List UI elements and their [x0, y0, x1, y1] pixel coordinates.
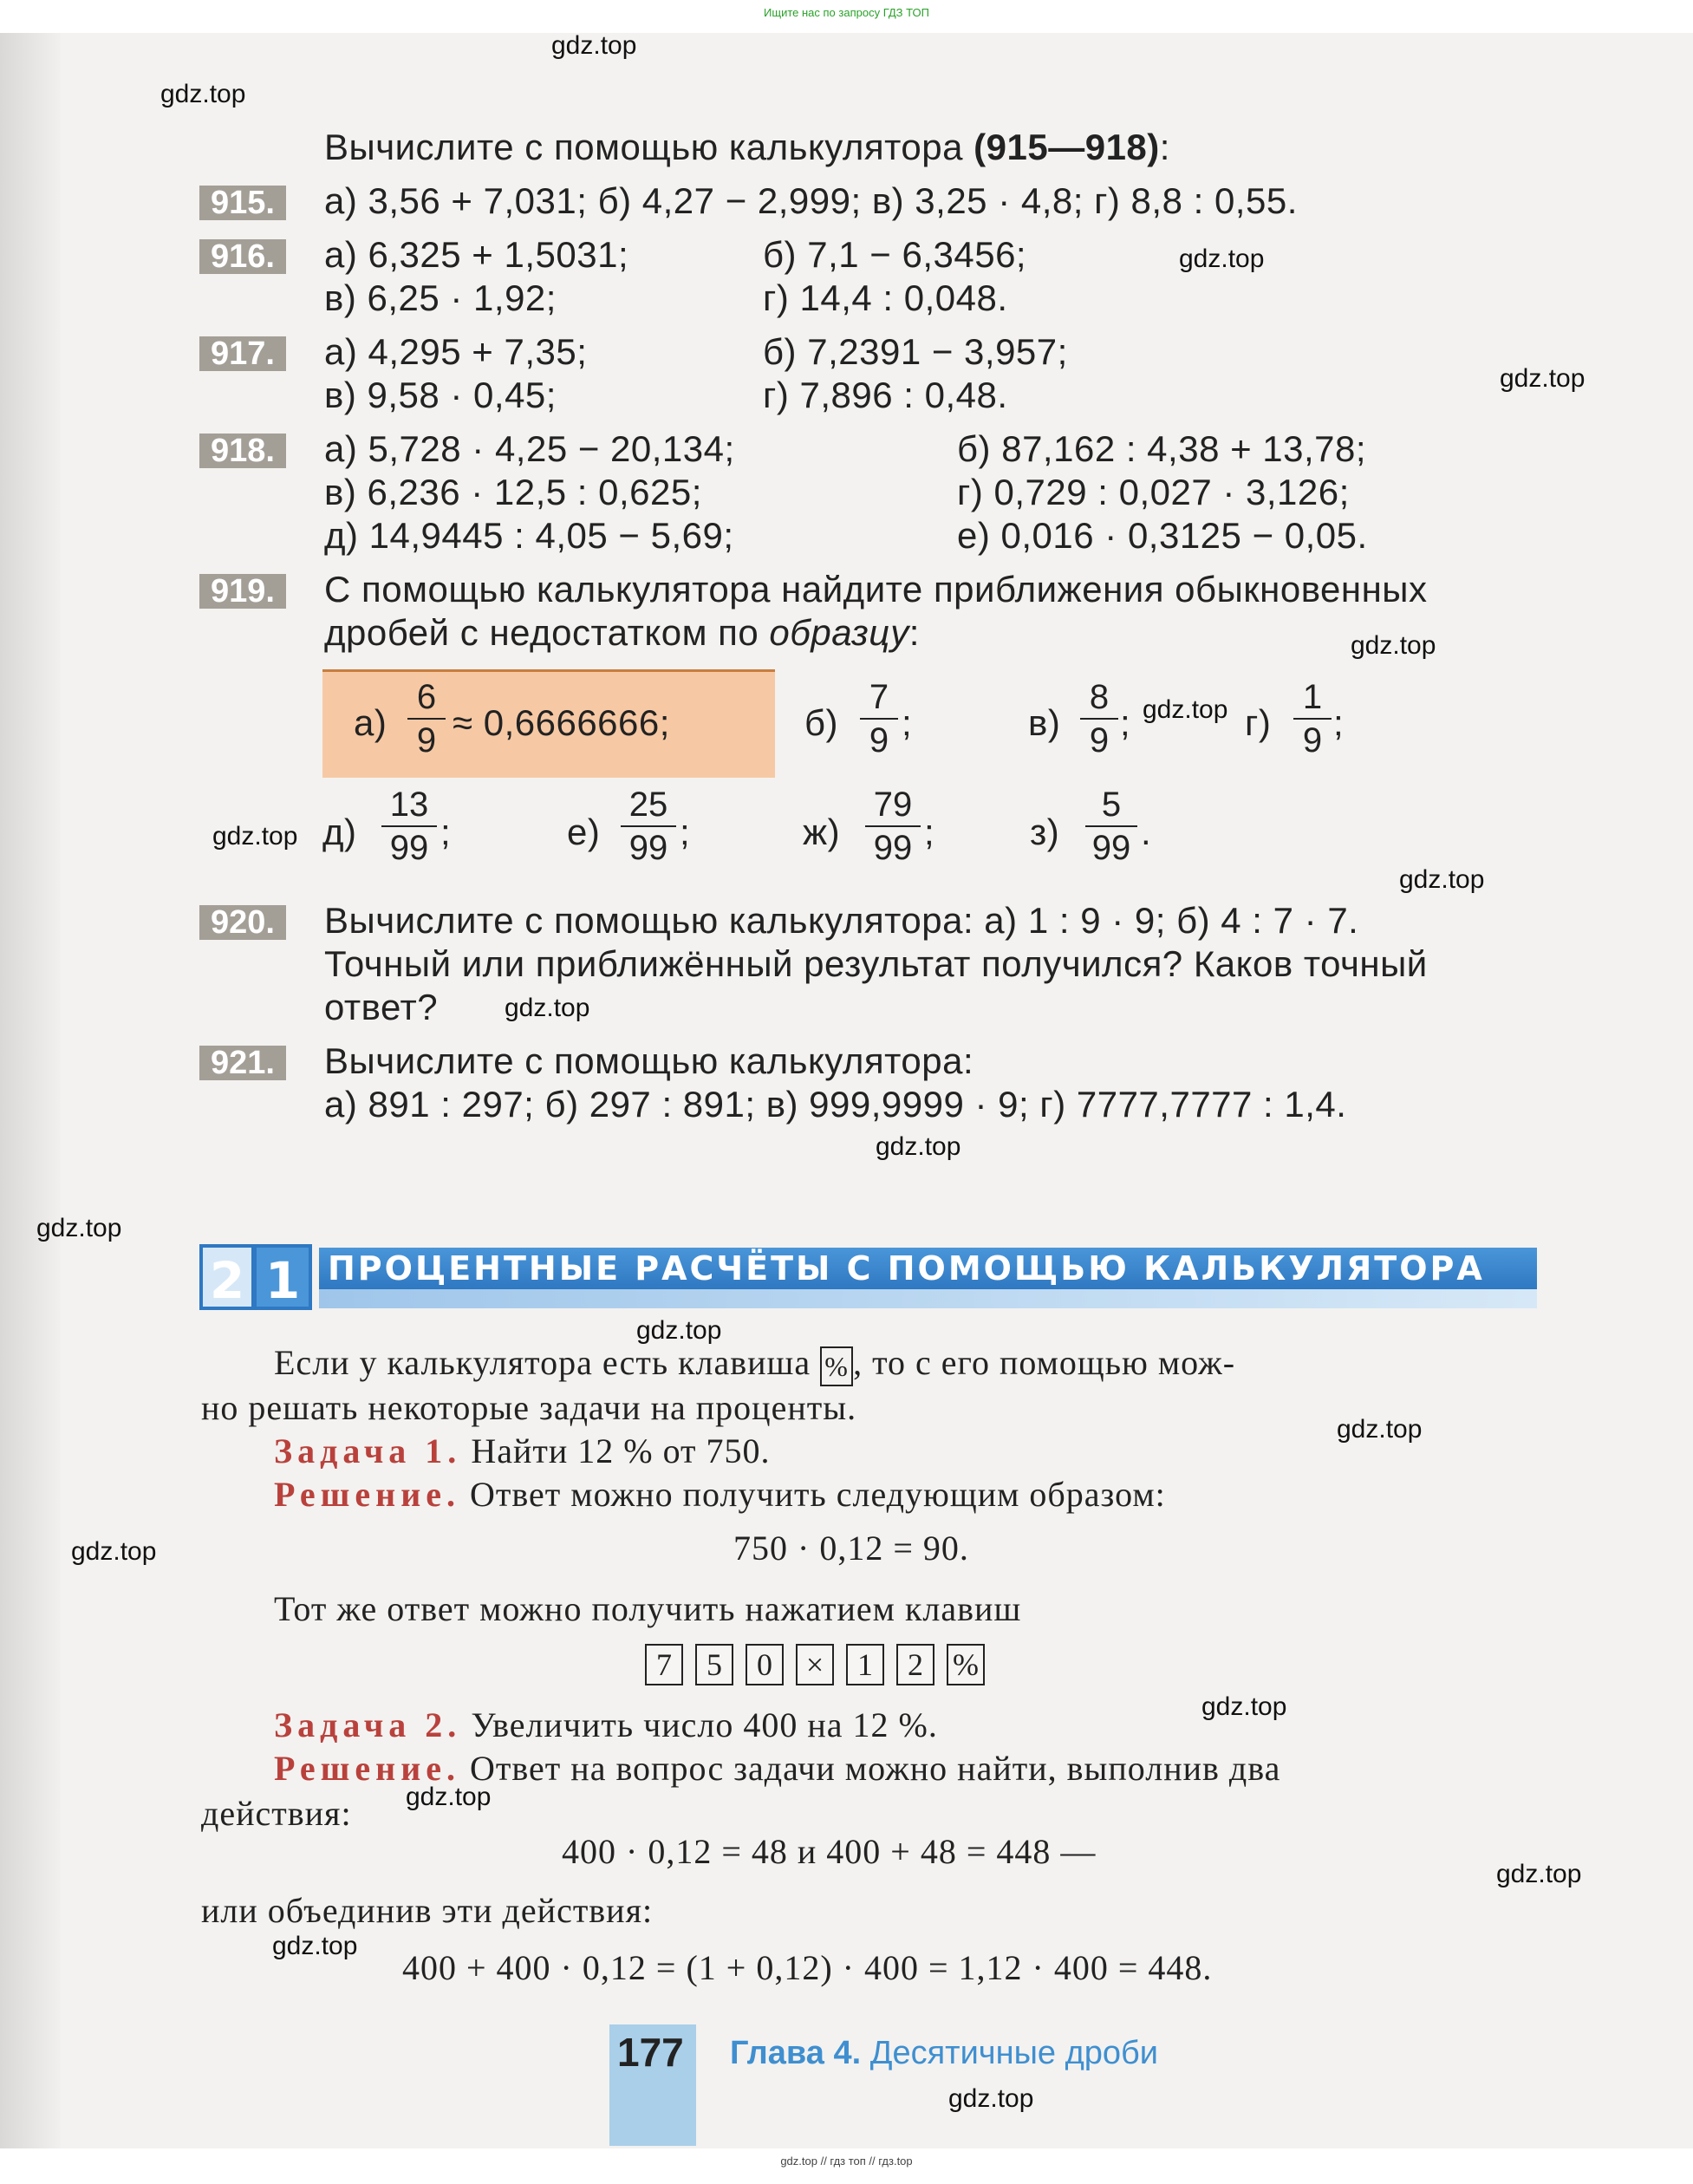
sample-label: а): [354, 702, 387, 743]
item-fraction: [621, 786, 676, 867]
p1-text: Если у калькулятора есть клавиша: [274, 1343, 811, 1382]
item-separator: ;: [902, 702, 913, 743]
task2-text: Увеличить число 400 на 12 %.: [461, 1705, 938, 1744]
watermark: gdz.top: [948, 2084, 1034, 2113]
exercise-918-b: б) 87,162 : 4,38 + 13,78;: [957, 428, 1367, 469]
denominator: 9: [1302, 721, 1323, 760]
watermark: gdz.top: [1496, 1860, 1582, 1888]
line2-italic: образцу: [769, 612, 909, 653]
item-separator: ;: [440, 812, 452, 852]
watermark: gdz.top: [406, 1783, 492, 1811]
numerator: 79: [873, 786, 913, 824]
solution2: [274, 1748, 1280, 1789]
exercise-number: 920.: [199, 905, 286, 940]
key-sequence: [645, 1644, 993, 1685]
denominator: 99: [628, 829, 668, 867]
numerator: 25: [628, 786, 668, 824]
exercise-918-a: а) 5,728 · 4,25 − 20,134;: [324, 428, 735, 469]
chapter-label: Глава 4.: [730, 2035, 862, 2071]
denominator: 99: [389, 829, 429, 867]
exercise-920-line1: Вычислите с помощью калькулятора: а) 1 : 9 · 9; б) 4 : 7 · 7.: [324, 900, 1359, 941]
exercise-921-line1: Вычислите с помощью калькулятора:: [324, 1040, 974, 1081]
item-separator: .: [1141, 812, 1152, 852]
item-label: з): [1030, 812, 1060, 852]
key-7: 7: [645, 1644, 683, 1685]
numerator: 6: [416, 678, 437, 716]
watermark: gdz.top: [71, 1537, 157, 1566]
exercise-920-line2: Точный или приближённый результат получился? Каков точный: [324, 943, 1428, 984]
exercise-920-line3: ответ?: [324, 987, 439, 1027]
item-fraction: [1080, 678, 1118, 760]
denominator: 99: [1091, 829, 1131, 867]
item-separator: ;: [680, 812, 691, 852]
fraction-bar: [407, 718, 446, 720]
solution1-text: Ответ можно получить следующим образом:: [460, 1475, 1166, 1514]
section-header: [199, 1244, 1539, 1310]
page-number: 177: [617, 2030, 684, 2075]
item-label: е): [567, 812, 601, 852]
svg-text:2: 2: [209, 1251, 245, 1310]
task2: [274, 1705, 938, 1745]
watermark: gdz.top: [1351, 631, 1436, 660]
exercise-number: 921.: [199, 1046, 286, 1080]
sample-result: ≈ 0,6666666;: [453, 702, 670, 743]
fraction-bar: [1293, 718, 1332, 720]
task2-label: Задача 2.: [274, 1705, 462, 1744]
exercise-number: 918.: [199, 434, 286, 468]
fraction-bar: [1085, 825, 1137, 827]
watermark: gdz.top: [1399, 865, 1485, 894]
top-note: Ищите нас по запросу ГДЗ ТОП: [764, 6, 929, 19]
watermark: gdz.top: [551, 31, 637, 60]
item-label: б): [804, 702, 839, 743]
exercise-number: 916.: [199, 239, 286, 274]
intro-line: [324, 127, 1170, 168]
item-label: ж): [803, 812, 841, 852]
fraction-bar: [621, 825, 676, 827]
exercise-917-c: в) 9,58 · 0,45;: [324, 375, 557, 415]
key-1: 1: [846, 1644, 884, 1685]
exercise-number: 915.: [199, 186, 286, 220]
key-0: 0: [746, 1644, 784, 1685]
watermark: gdz.top: [272, 1932, 358, 1960]
watermark: gdz.top: [636, 1316, 722, 1345]
section-p3: Тот же ответ можно получить нажатием клавиш: [274, 1589, 1022, 1628]
solution1: [274, 1474, 1166, 1515]
denominator: 9: [1089, 721, 1110, 760]
exercise-918-d: г) 0,729 : 0,027 · 3,126;: [957, 472, 1350, 512]
exercise-919-line2: [324, 612, 920, 654]
watermark: gdz.top: [160, 80, 246, 108]
sample-fraction: [407, 678, 446, 760]
section-p5: или объединив эти действия:: [201, 1891, 654, 1930]
denominator: 9: [416, 721, 437, 760]
page-spine: [0, 33, 61, 2148]
key-5: 5: [695, 1644, 733, 1685]
formula1: 750 · 0,12 = 90.: [733, 1529, 969, 1568]
line2-text: дробей с недостатком по: [324, 612, 770, 653]
numerator: 8: [1089, 678, 1110, 716]
section-number-icon: [199, 1244, 312, 1310]
fraction-bar: [1080, 718, 1118, 720]
denominator: 9: [869, 721, 889, 760]
exercise-918-e: д) 14,9445 : 4,05 − 5,69;: [324, 515, 734, 556]
line2-colon: :: [908, 612, 920, 653]
exercise-917-b: б) 7,2391 − 3,957;: [763, 331, 1068, 372]
task1-label: Задача 1.: [274, 1431, 462, 1470]
exercise-919-line1: С помощью калькулятора найдите приближения обыкновенных: [324, 569, 1428, 610]
task1: [274, 1431, 771, 1471]
item-separator: ;: [1120, 702, 1131, 743]
formula2: 400 · 0,12 = 48 и 400 + 48 = 448 —: [562, 1832, 1097, 1871]
fraction-bar: [860, 718, 898, 720]
numerator: 13: [389, 786, 429, 824]
item-fraction: [860, 678, 898, 760]
solution2-text: Ответ на вопрос задачи можно найти, выполнив два: [460, 1749, 1281, 1788]
watermark: gdz.top: [1201, 1692, 1287, 1721]
numerator: 5: [1101, 786, 1122, 824]
section-title-underline: [319, 1289, 1537, 1308]
item-label: г): [1245, 702, 1272, 743]
watermark: gdz.top: [212, 822, 298, 851]
exercise-916-c: в) 6,25 · 1,92;: [324, 277, 557, 318]
section-p2: но решать некоторые задачи на проценты.: [201, 1388, 857, 1427]
exercise-921-line2: а) 891 : 297; б) 297 : 891; в) 999,9999 · 9; г) 7777,7777 : 1,4.: [324, 1084, 1347, 1125]
fraction-bar: [865, 825, 921, 827]
exercise-number: 917.: [199, 336, 286, 371]
p1-text-end: , то с его помощью мож-: [853, 1343, 1236, 1382]
solution2-label: Решение.: [274, 1749, 461, 1788]
watermark: gdz.top: [505, 994, 590, 1022]
watermark: gdz.top: [1143, 695, 1228, 724]
bottom-note: gdz.top // гдз топ // гдз.top: [780, 2155, 913, 2168]
key-2: 2: [896, 1644, 934, 1685]
item-fraction: [1085, 786, 1137, 867]
item-label: д): [322, 812, 357, 852]
watermark: gdz.top: [1337, 1415, 1423, 1444]
task1-text: Найти 12 % от 750.: [461, 1431, 771, 1470]
formula3: 400 + 400 · 0,12 = (1 + 0,12) · 400 = 1,12 · 400 = 448.: [402, 1948, 1213, 1987]
intro-tail: :: [1159, 127, 1170, 167]
exercise-917-d: г) 7,896 : 0,48.: [763, 375, 1008, 415]
exercise-917-a: а) 4,295 + 7,35;: [324, 331, 588, 372]
watermark: gdz.top: [1179, 244, 1265, 273]
item-separator: ;: [924, 812, 935, 852]
exercise-916-a: а) 6,325 + 1,5031;: [324, 234, 629, 275]
exercise-916-b: б) 7,1 − 6,3456;: [763, 234, 1027, 275]
intro-range: (915—918): [973, 127, 1160, 167]
key-percent: %: [947, 1644, 985, 1685]
watermark: gdz.top: [876, 1132, 961, 1161]
watermark: gdz.top: [1500, 364, 1586, 393]
item-label: в): [1028, 702, 1061, 743]
item-separator: ;: [1333, 702, 1345, 743]
item-fraction: [865, 786, 921, 867]
section-p4: действия:: [201, 1794, 352, 1833]
exercise-918-c: в) 6,236 · 12,5 : 0,625;: [324, 472, 702, 512]
watermark: gdz.top: [36, 1214, 122, 1242]
section-p1: [274, 1342, 1235, 1386]
exercise-number: 919.: [199, 574, 286, 609]
percent-key: %: [820, 1346, 853, 1386]
solution1-label: Решение.: [274, 1475, 461, 1514]
item-fraction: [1293, 678, 1332, 760]
intro-text: Вычислите с помощью калькулятора: [324, 127, 974, 167]
item-fraction: [381, 786, 437, 867]
svg-text:1: 1: [264, 1251, 301, 1310]
numerator: 1: [1302, 678, 1323, 716]
denominator: 99: [873, 829, 913, 867]
numerator: 7: [869, 678, 889, 716]
section-title: ПРОЦЕНТНЫЕ РАСЧЁТЫ С ПОМОЩЬЮ КАЛЬКУЛЯТОРА: [328, 1249, 1485, 1288]
exercise-916-d: г) 14,4 : 0,048.: [763, 277, 1008, 318]
chapter-name: Десятичные дроби: [861, 2035, 1159, 2071]
chapter-title: [730, 2035, 1158, 2072]
fraction-bar: [381, 825, 437, 827]
exercise-915-line: а) 3,56 + 7,031; б) 4,27 − 2,999; в) 3,25 · 4,8; г) 8,8 : 0,55.: [324, 180, 1298, 221]
exercise-918-f: е) 0,016 · 0,3125 − 0,05.: [957, 515, 1368, 556]
key-multiply: ×: [796, 1644, 834, 1685]
